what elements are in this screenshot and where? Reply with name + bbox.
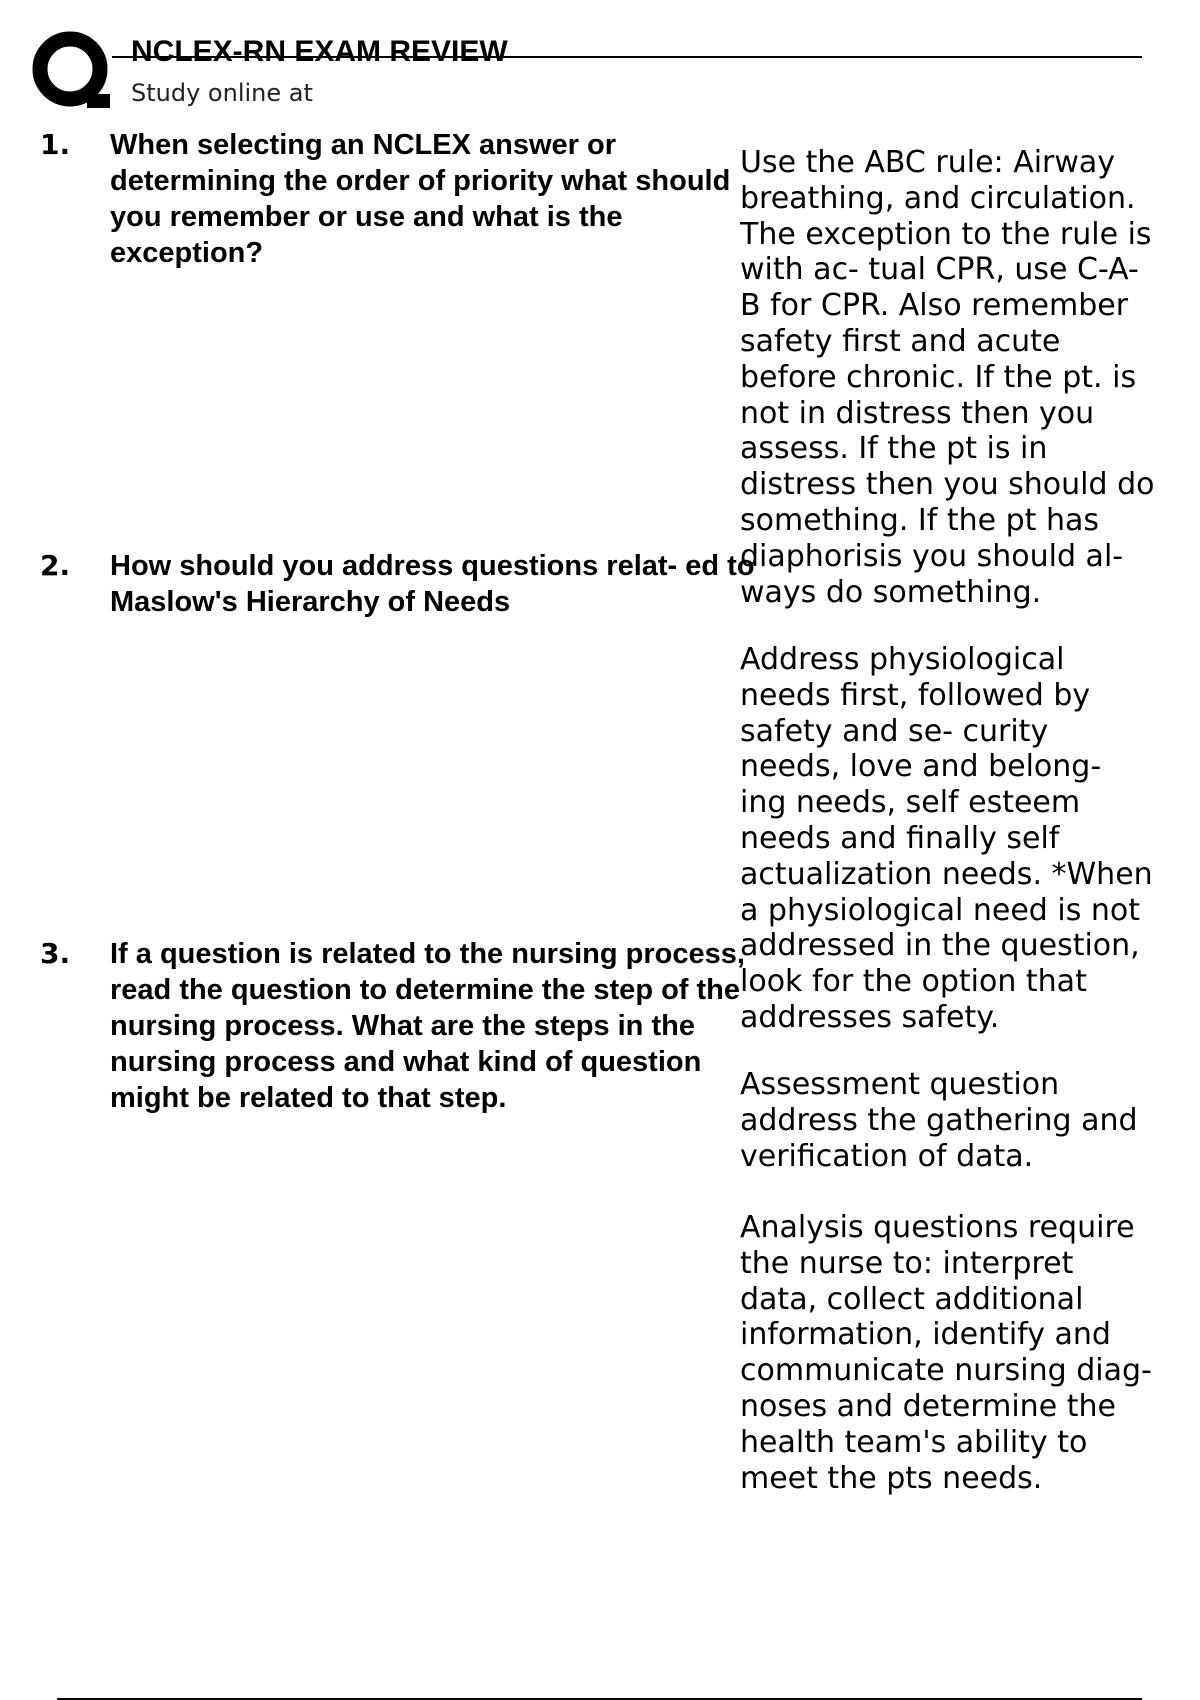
question-number: 3. <box>40 937 71 970</box>
question-text: When selecting an NCLEX answer or determining the order of priority what should you remember or use and what is the exception? <box>110 129 731 269</box>
answer-text-3-analysis: Analysis questions require the nurse to: interpret data, collect additional information, identify and communicate nursing diag- noses and determine the health team's ability to meet the pts needs. <box>740 1210 1152 1496</box>
question-number: 2. <box>40 549 71 582</box>
document-subtitle: Study online at <box>131 79 313 107</box>
document-title: NCLEX-RN EXAM REVIEW <box>131 35 508 68</box>
question-number: 1. <box>40 128 71 161</box>
quizlet-q-logo-icon <box>32 31 112 111</box>
question-text: If a question is related to the nursing process, read the question to determine the step of the nursing process. What are the steps in the nursing process and what kind of question might be related to that step. <box>110 938 745 1114</box>
question-text: How should you address questions relat- ed to Maslow's Hierarchy of Needs <box>110 550 755 618</box>
answer-text-1: Use the ABC rule: Airway breathing, and circulation. The exception to the rule is with ac- tual CPR, use C-A- B for CPR. Also remember safety first and acute before chronic. If the pt. is not in distress then you assess. If the pt is in distress then you should do something. If the pt has diaphorisis you should al- ways do something. <box>740 145 1155 610</box>
answer-text-3-assessment: Assessment question address the gathering and verification of data. <box>740 1067 1138 1174</box>
answer-text-2: Address physiological needs first, followed by safety and se- curity needs, love and belong- ing needs, self esteem needs and finally self actualization needs. *When a physiological need is not addressed in the question, look for the option that addresses safety. <box>740 642 1153 1035</box>
